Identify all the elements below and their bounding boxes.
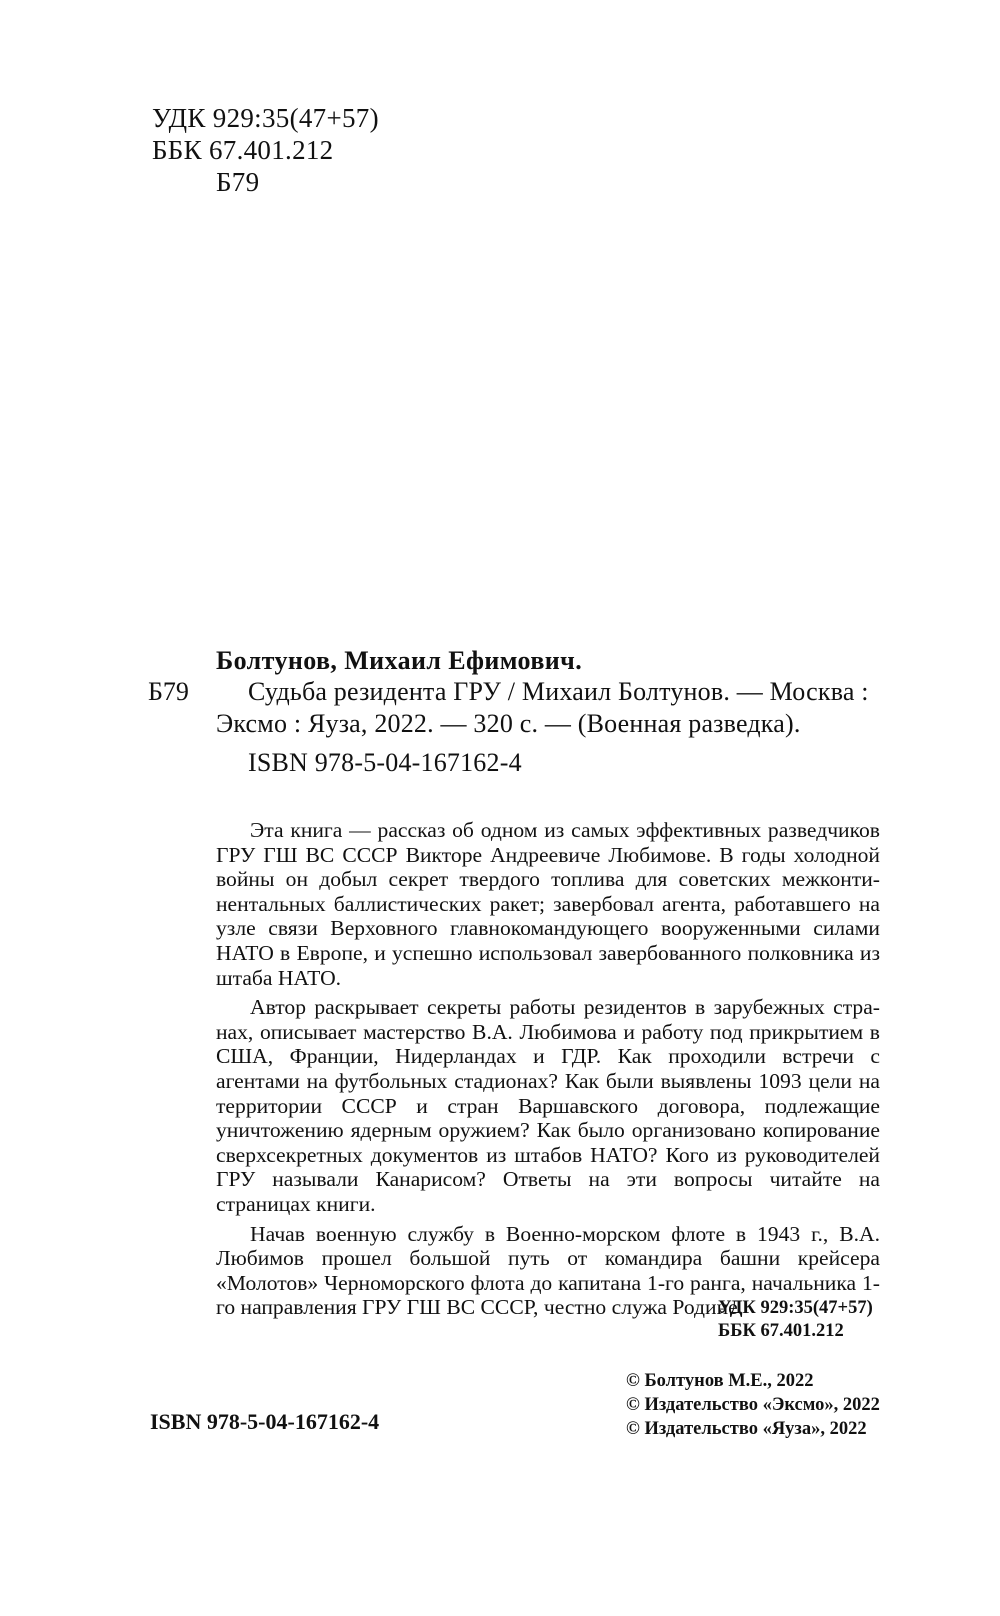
card-index-mark: Б79 <box>148 677 189 706</box>
title-line-2: Эксмо : Яуза, 2022. — 320 с. — (Военная разведка). <box>216 709 801 738</box>
udk-code-bottom: УДК 929:35(47+57) <box>718 1298 873 1318</box>
author-name: Болтунов, Михаил Ефимович. <box>216 646 583 675</box>
card-isbn: ISBN 978-5-04-167162-4 <box>248 748 522 777</box>
annotation <box>216 818 880 1325</box>
udk-code: УДК 929:35(47+57) <box>152 103 379 133</box>
author-mark: Б79 <box>216 167 260 197</box>
bbk-code-bottom: ББК 67.401.212 <box>718 1321 844 1341</box>
annotation-paragraph-3: Начав военную службу в Военно-морском флоте в 1943 г., В.А. Любимов прошел большой путь от командира башни крейсера «Молотов» Черноморского флота до капитана 1-го ранга, начальника 1-го направления ГРУ ГШ ВС СССР, честно служа Родине. <box>216 1221 880 1320</box>
bbk-code: ББК 67.401.212 <box>152 135 334 165</box>
annotation-paragraph-1: Эта книга — рассказ об одном из самых эффективных разведчиков ГРУ ГШ ВС СССР Викторе Андреевиче Любимове. В годы холодной войны он добыл секрет твердого топлива для советских межконтинентальных баллистических ракет; завербовал агента, работавшего на узле связи Верховного главнокомандующего вооруженными силами НАТО в Европе, и успешно использовал завербованного полковника из штаба НАТО. <box>216 818 880 990</box>
title-line-1: Судьба резидента ГРУ / Михаил Болтунов. — Москва : <box>248 677 869 706</box>
annotation-paragraph-2: Автор раскрывает секреты работы резидентов в зарубежных странах, описывает мастерство В.А. Любимова и работу под прикрытием в США, Франции, Нидерландах и ГДР. Как проходили встречи с агентами на футбольных стадионах? Как были выявлены 1093 цели на территории СССР и стран Варшавского договора, подлежащие уничтожению ядерным оружием? Как было организовано копирование сверхсекретных документов из штабов НАТО? Кого из руководителей ГРУ называли Канарисом? Ответы на эти вопросы читайте на страницах книги. <box>216 995 880 1216</box>
copyright-eksmo: © Издательство «Эксмо», 2022 <box>626 1395 880 1415</box>
copyright-author: © Болтунов М.Е., 2022 <box>626 1371 814 1391</box>
copyright-yauza: © Издательство «Яуза», 2022 <box>626 1419 867 1439</box>
imprint-isbn: ISBN 978-5-04-167162-4 <box>150 1409 380 1434</box>
